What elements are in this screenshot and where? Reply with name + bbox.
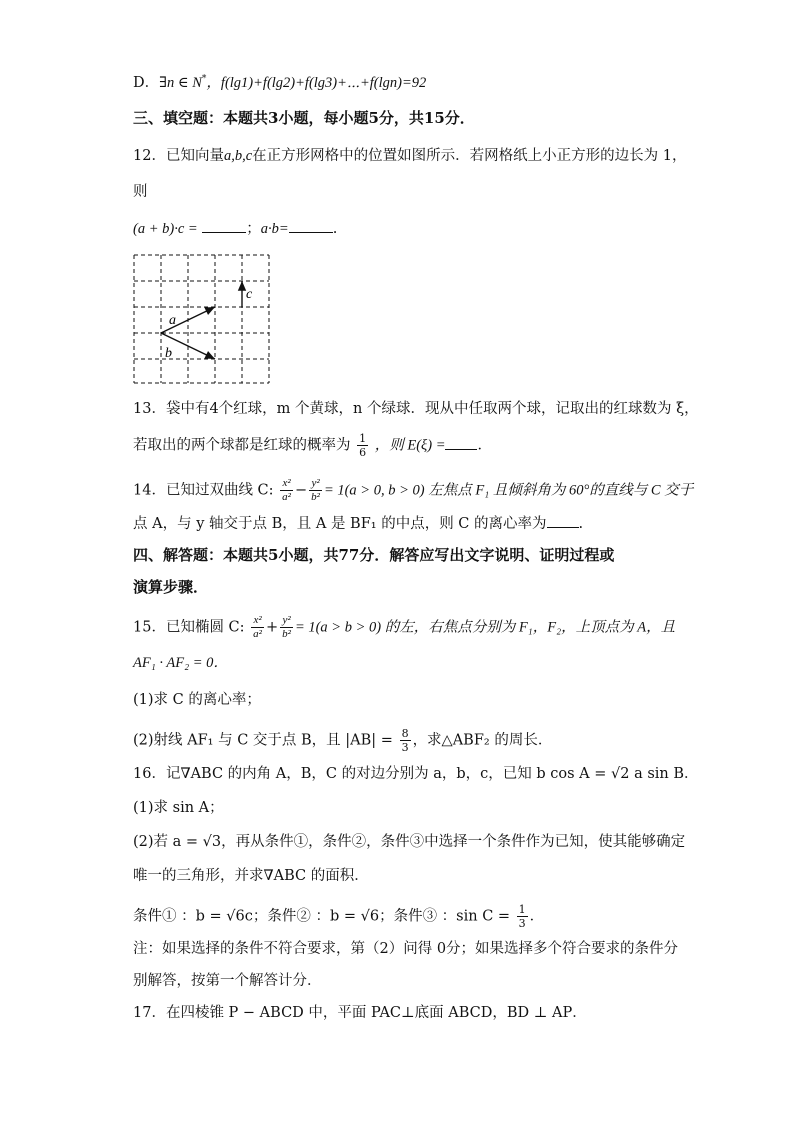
answer-blank-2[interactable] [289, 218, 333, 233]
frac-denominator: a² [253, 628, 262, 640]
q17-line1: 17．在四棱锥 P − ABCD 中，平面 PAC⊥底面 ABCD，BD ⊥ AP． [133, 1005, 587, 1021]
frac-numerator: x² [253, 614, 262, 626]
q16-conditions-end: ． [529, 908, 545, 925]
answer-blank-1[interactable] [202, 218, 246, 233]
section-4-heading-line1: 四、解答题：本题共5小题，共77分．解答应写出文字说明、证明过程或 [133, 546, 615, 564]
frac-numerator: 8 [401, 727, 409, 740]
q12-text-cont: 在正方形网格中的位置如图所示．若网格纸上小正方形的边长为 1， [252, 148, 687, 164]
vector-b-label: b [165, 346, 172, 361]
frac-denominator: a² [282, 491, 291, 503]
q13-end: ． [477, 437, 492, 454]
frac-numerator: y² [311, 477, 320, 489]
q15-part2-text: (2)射线 AF₁ 与 C 交于点 B，且 |AB| = [133, 732, 393, 749]
answer-blank-4[interactable] [547, 513, 579, 528]
minus-sign: − [294, 482, 308, 499]
q13-fraction [357, 432, 368, 459]
vector-a-label: a [169, 313, 176, 328]
q16-line1: 16．记∇ABC 的内角 A，B，C 的对边分别为 a，b，c，已知 b cos A = √2 a sin B． [133, 766, 699, 782]
q16-part1: (1)求 sin A； [133, 800, 224, 816]
q13-line1: 13．袋中有4个红球，m 个黄球，n 个绿球．现从中任取两个球，记取出的红球数为 ξ， [133, 401, 699, 417]
q15-fraction [400, 727, 411, 754]
q13-text: 若取出的两个球都是红球的概率为 [133, 437, 351, 454]
q15-part1: (1)求 C 的离心率； [133, 692, 261, 708]
q12-expr-2: a·b= [260, 221, 289, 237]
frac-numerator: 1 [359, 432, 367, 445]
q14-frac-y [309, 477, 322, 504]
q15-frac-y [280, 614, 293, 641]
q13-expectation: ，则 E(ξ) = [374, 437, 446, 454]
q11-option-d [133, 69, 426, 93]
q14-text-2: 点 A，与 y 轴交于点 B，且 A 是 BF₁ 的中点，则 C 的离心率为 [133, 516, 547, 532]
q15-text-cont: = 1(a > b > 0) 的左，右焦点分别为 F₁，F₂，上顶点为 A，且 [294, 619, 676, 636]
q12-vectors: a,b,c [223, 148, 253, 164]
q14-line2 [133, 513, 583, 534]
q14-text: 14．已知过双曲线 C: [133, 482, 274, 499]
q12-line1 [133, 146, 686, 166]
q16-note-line2: 别解答，按第一个解答计分． [133, 973, 322, 989]
q13-line2 [133, 432, 492, 459]
q12-line3 [133, 218, 337, 239]
sum-expression: ，f(lg1)+f(lg2)+f(lg3)+⋯+f(lgn)=92 [206, 74, 427, 91]
option-label: D． [133, 74, 160, 91]
frac-numerator: x² [282, 477, 291, 489]
frac-denominator: 6 [359, 446, 367, 459]
frac-numerator: 1 [518, 903, 526, 916]
q12-separator: ； [246, 221, 261, 237]
q16-fraction [517, 903, 528, 930]
q16-conditions-text: 条件① ：b = √6c；条件② ：b = √6；条件③ ：sin C = [133, 908, 511, 925]
plus-sign: + [265, 619, 279, 636]
frac-denominator: 3 [401, 741, 409, 754]
frac-denominator: b² [282, 628, 291, 640]
star-superscript: * [201, 74, 207, 84]
answer-blank-3[interactable] [445, 435, 477, 450]
vector-c-label: c [246, 287, 253, 302]
exists-expression: ∃n ∈ N [159, 74, 202, 91]
q15-part2-end: ，求△ABF₂ 的周长． [412, 732, 553, 749]
grid-lines [134, 255, 269, 383]
frac-denominator: 3 [518, 917, 526, 930]
q14-frac-x [280, 477, 293, 504]
q12-end: . [332, 221, 338, 237]
q14-text-cont: = 1(a > 0, b > 0) 左焦点 F₁ 且倾斜角为 60°的直线与 C 交于 [323, 482, 694, 499]
frac-numerator: y² [282, 614, 291, 626]
section-4-heading-line2: 演算步骤． [133, 578, 209, 596]
q16-part2-line1: (2)若 a = √3，再从条件①，条件②，条件③中选择一个条件作为已知，使其能够确定 [133, 834, 686, 850]
q15-line1 [133, 614, 675, 641]
frac-denominator: b² [311, 491, 320, 503]
q12-expr-1: (a + b)·c = [133, 221, 198, 237]
q16-part2-line2: 唯一的三角形，并求∇ABC 的面积． [133, 868, 369, 884]
q15-frac-x [251, 614, 264, 641]
q14-line1 [133, 477, 693, 504]
q15-text: 15．已知椭圆 C: [133, 619, 245, 636]
vector-grid-figure [133, 254, 270, 384]
q14-end: . [578, 516, 584, 532]
q16-note-line1: 注：如果选择的条件不符合要求，第（2）问得 0分；如果选择多个符合要求的条件分 [133, 941, 679, 957]
section-3-heading: 三、填空题：本题共3小题，每小题5分，共15分． [133, 109, 475, 127]
q15-condition: AF₁ · AF₂ = 0． [133, 655, 228, 671]
q15-part2 [133, 727, 552, 754]
q12-text: 12．已知向量 [133, 148, 224, 164]
q16-conditions [133, 903, 544, 930]
q12-line2: 则 [133, 184, 148, 200]
